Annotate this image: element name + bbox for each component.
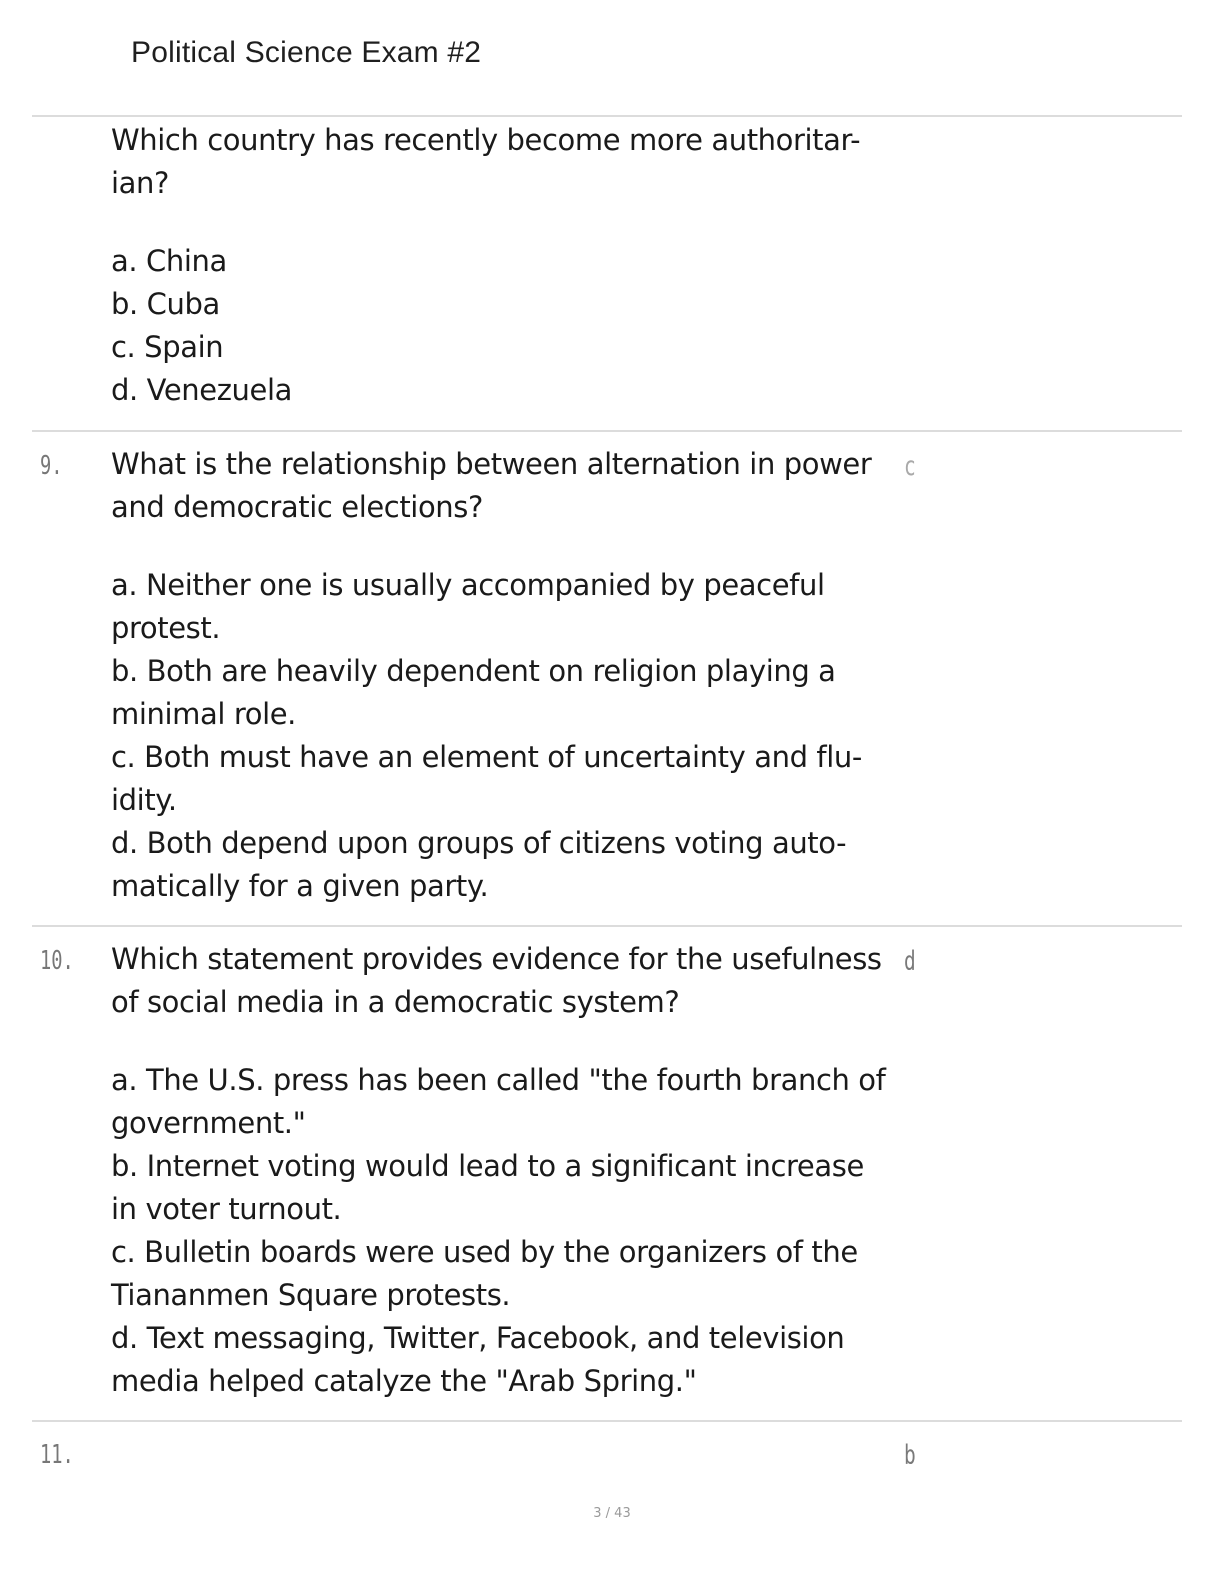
option-c: c. Spain [111, 330, 224, 364]
question-number: 9. [40, 451, 63, 481]
answer-key: d [904, 946, 916, 977]
divider [32, 925, 1182, 927]
option-d: d. Text messaging, Twitter, Facebook, and television [111, 1321, 845, 1355]
answer-key: c [904, 451, 916, 482]
question-text: and democratic elections? [111, 490, 483, 524]
answer-key: b [904, 1440, 916, 1471]
option-d: d. Venezuela [111, 373, 292, 407]
question-text: of social media in a democratic system? [111, 985, 680, 1019]
option-d: d. Both depend upon groups of citizens voting auto- [111, 826, 847, 860]
option-c-continued: idity. [111, 783, 177, 817]
divider [32, 430, 1182, 432]
page-title: Political Science Exam #2 [131, 36, 482, 69]
option-b-continued: minimal role. [111, 697, 296, 731]
question-text: Which country has recently become more authoritar- [111, 123, 861, 157]
question-text: ian? [111, 166, 170, 200]
question-number: 10. [40, 946, 74, 976]
divider [32, 115, 1182, 117]
option-a: a. Neither one is usually accompanied by peaceful [111, 568, 825, 602]
question-number: 11. [40, 1440, 74, 1470]
option-c-continued: Tiananmen Square protests. [111, 1278, 511, 1312]
option-a: a. China [111, 244, 227, 278]
option-a: a. The U.S. press has been called "the fourth branch of [111, 1063, 886, 1097]
divider [32, 1420, 1182, 1422]
option-d-continued: media helped catalyze the "Arab Spring." [111, 1364, 697, 1398]
option-b: b. Cuba [111, 287, 220, 321]
option-d-continued: matically for a given party. [111, 869, 489, 903]
option-b: b. Internet voting would lead to a significant increase [111, 1149, 864, 1183]
option-b: b. Both are heavily dependent on religion playing a [111, 654, 836, 688]
question-text: Which statement provides evidence for the usefulness [111, 942, 882, 976]
option-a-continued: government." [111, 1106, 306, 1140]
option-c: c. Bulletin boards were used by the organizers of the [111, 1235, 858, 1269]
option-a-continued: protest. [111, 611, 221, 645]
option-b-continued: in voter turnout. [111, 1192, 342, 1226]
page-indicator: 3 / 43 [593, 1506, 631, 1521]
question-text: What is the relationship between alternation in power [111, 447, 872, 481]
option-c: c. Both must have an element of uncertainty and flu- [111, 740, 862, 774]
